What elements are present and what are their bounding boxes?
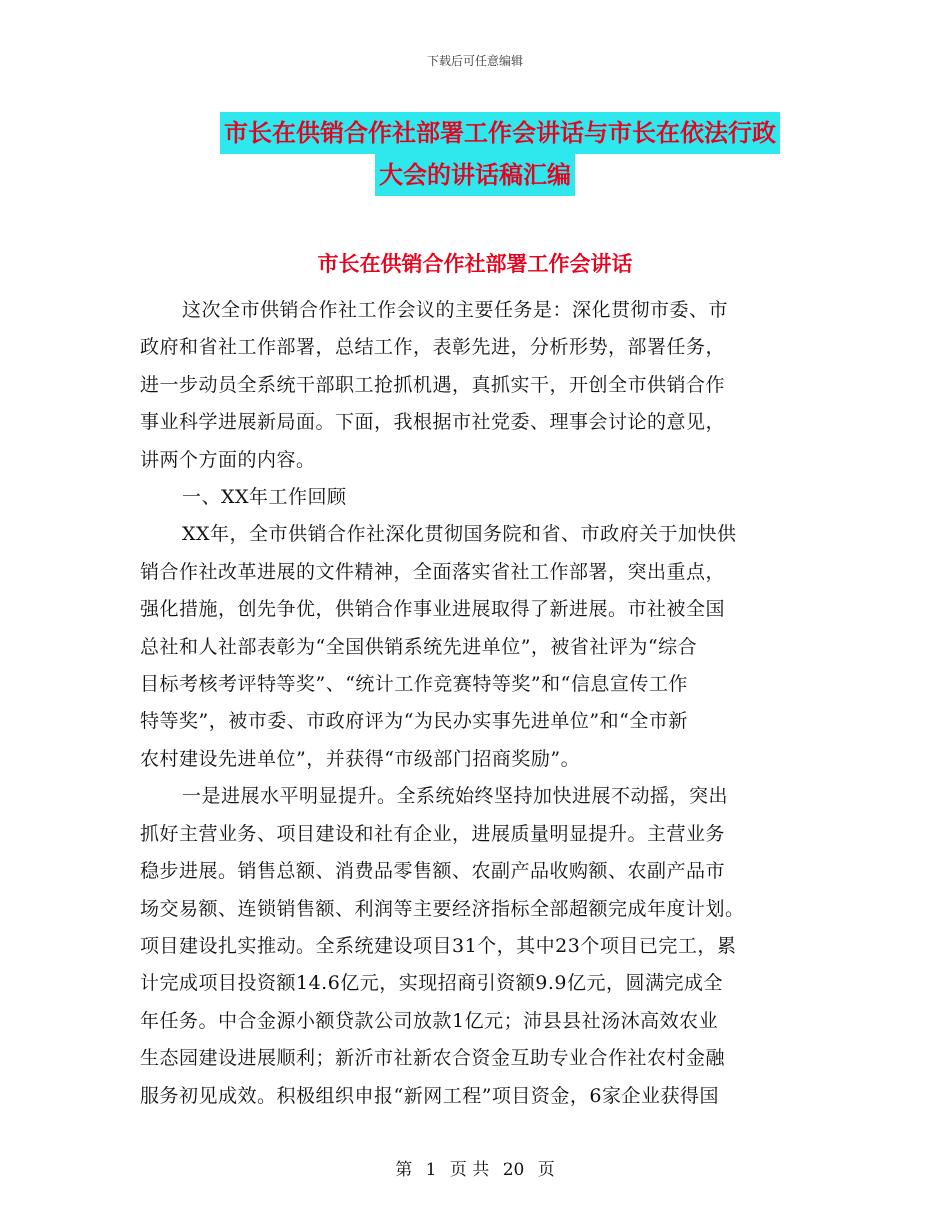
body-text: [140, 292, 808, 1115]
text-line: 生态园建设进展顺利；新沂市社新农合资金互助专业合作社农村金融: [140, 1047, 726, 1070]
text-line: 特等奖”，被市委、市政府评为“为民办实事先进单位”和“全市新: [140, 710, 688, 733]
text-line: 农村建设先进单位”，并获得“市级部门招商奖励”。: [140, 747, 581, 770]
text-line: 总社和人社部表彰为“全国供销系统先进单位”，被省社评为“综合: [140, 635, 698, 658]
text-line: 销合作社改革进展的文件精神，全面落实省社工作部署，突出重点，: [140, 560, 726, 583]
document-title-line-1: 市长在供销合作社部署工作会讲话与市长在依法行政: [220, 112, 780, 154]
section-title: 市长在供销合作社部署工作会讲话: [317, 252, 633, 276]
text-line: 这次全市供销合作社工作会议的主要任务是：深化贯彻市委、市: [182, 299, 729, 321]
text-line: 服务初见成效。积极组织申报“新网工程”项目资金，6家企业获得国: [140, 1084, 720, 1107]
text-line: 一、XX年工作回顾: [182, 486, 347, 509]
text-line: 项目建设扎实推动。全系统建设项目31个，其中23个项目已完工，累: [140, 934, 737, 957]
text-line: 进一步动员全系统干部职工抢抓机遇，真抓实干，开创全市供销合作: [140, 373, 726, 396]
text-line: 抓好主营业务、项目建设和社有企业，进展质量明显提升。主营业务: [140, 822, 726, 845]
text-line: 稳步进展。销售总额、消费品零售额、农副产品收购额、农副产品市: [140, 860, 726, 883]
footer-prefix: 第: [395, 1160, 413, 1180]
header-note: 下载后可任意编辑: [426, 54, 523, 68]
text-line: 场交易额、连锁销售额、利润等主要经济指标全部超额完成年度计划。: [140, 897, 745, 920]
page-total: 20: [502, 1160, 525, 1180]
document-title: [0, 112, 950, 196]
text-line: 讲两个方面的内容。: [140, 448, 316, 471]
document-title-line-2: 大会的讲话稿汇编: [375, 154, 575, 196]
text-line: 一是进展水平明显提升。全系统始终坚持加快进展不动摇，突出: [182, 785, 729, 808]
text-line: 政府和省社工作部署，总结工作，表彰先进，分析形势，部署任务，: [140, 336, 726, 359]
footer-mid: 页 共: [449, 1160, 490, 1180]
text-line: 目标考核考评特等奖”、“统计工作竞赛特等奖”和“信息宣传工作: [140, 673, 688, 696]
text-line: 事业科学进展新局面。下面，我根据市社党委、理事会讨论的意见，: [140, 411, 726, 434]
footer-suffix: 页: [537, 1160, 555, 1180]
text-line: 计完成项目投资额14.6亿元，实现招商引资额9.9亿元，圆满完成全: [140, 972, 724, 995]
text-line: 年任务。中合金源小额贷款公司放款1亿元；沛县县社汤沐高效农业: [140, 1009, 719, 1032]
page-number: 1: [425, 1160, 437, 1180]
text-line: XX年，全市供销合作社深化贯彻国务院和省、市政府关于加快供: [182, 523, 737, 546]
page-footer: [0, 1155, 950, 1180]
text-line: 强化措施，创先争优，供销合作事业进展取得了新进展。市社被全国: [140, 598, 726, 621]
